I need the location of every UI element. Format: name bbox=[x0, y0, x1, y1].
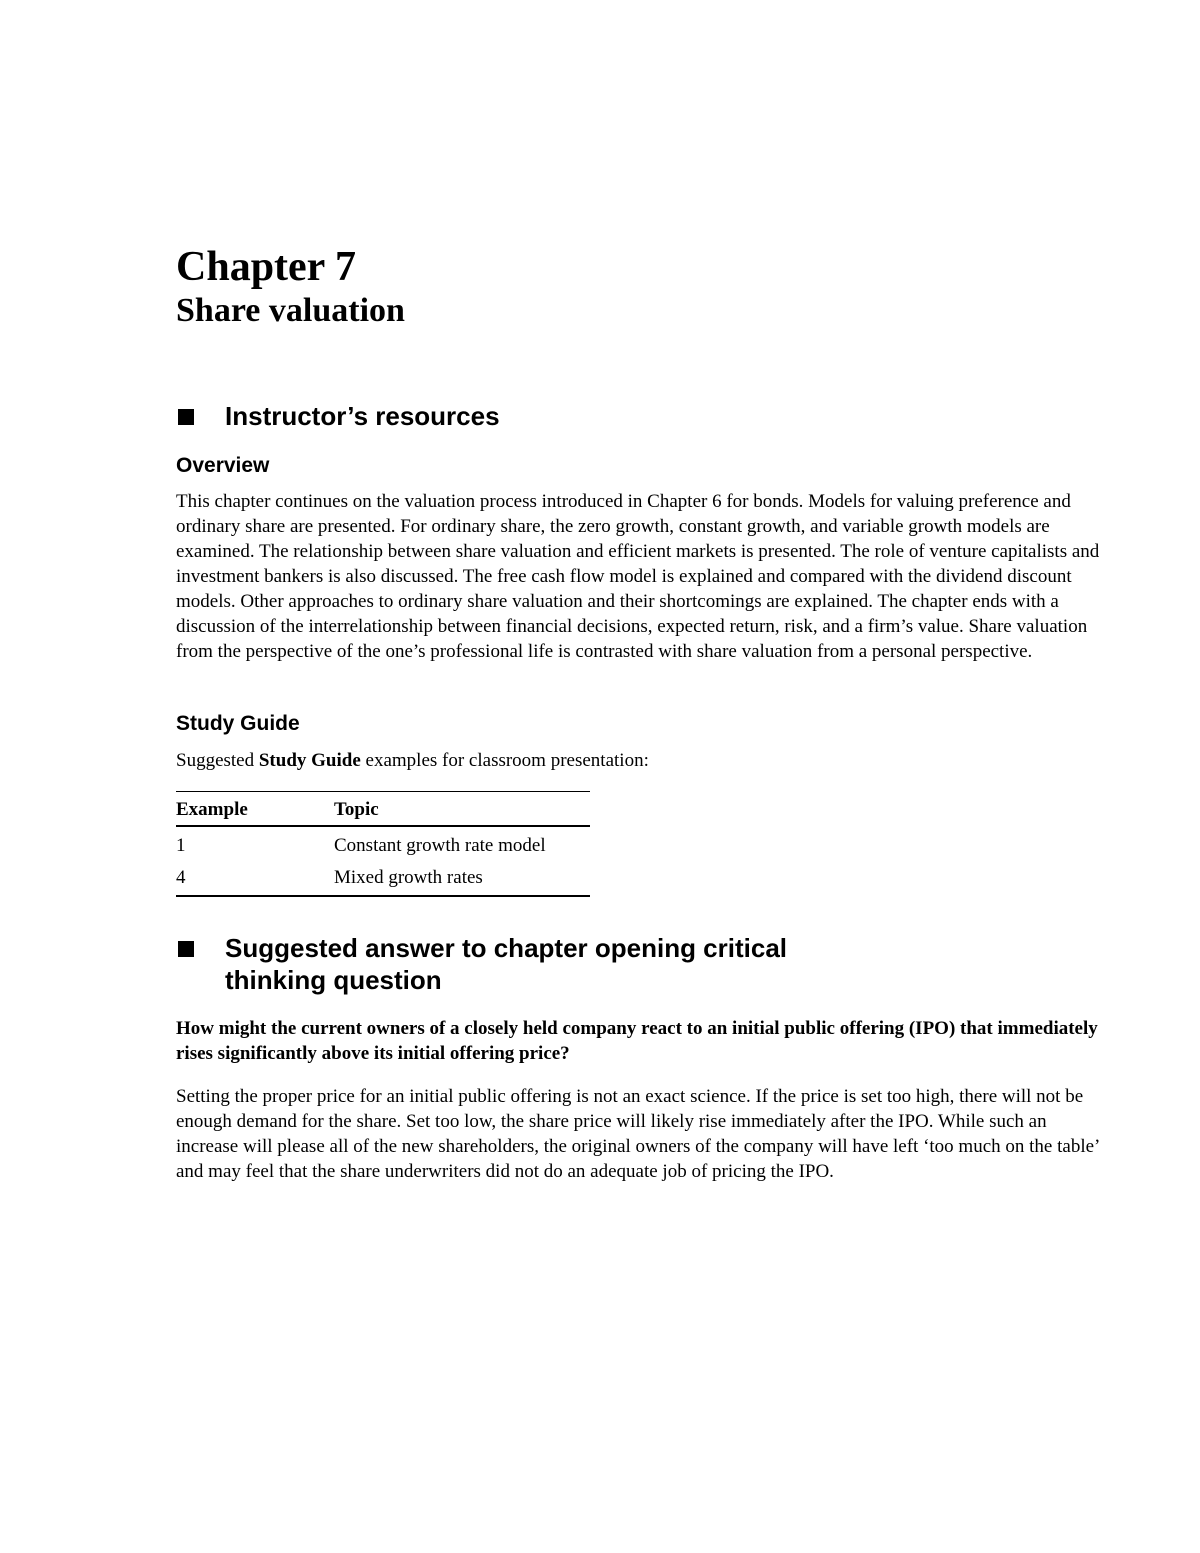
overview-paragraph: This chapter continues on the valuation process introduced in Chapter 6 for bonds. Models for valuing preference and ordinary share are presented. For ordinary share, the zero growth, constant growth, and variable growth models are examined. The relationship between share valuation and efficient markets is presented. The role of venture capitalists and investment bankers is also discussed. The free cash flow model is explained and compared with the dividend discount models. Other approaches to ordinary share valuation and their shortcomings are explained. The chapter ends with a discussion of the interrelationship between financial decisions, expected return, risk, and a firm’s value. Share valuation from the perspective of the one’s professional life is contrasted with share valuation from a personal perspective. bbox=[176, 491, 1100, 662]
table-header-row bbox=[176, 792, 590, 827]
column-header-example: Example bbox=[176, 792, 334, 827]
chapter-number: Chapter 7 bbox=[176, 244, 357, 290]
column-header-topic: Topic bbox=[334, 792, 590, 827]
table-row bbox=[176, 826, 590, 859]
critical-thinking-question: How might the current owners of a closely held company react to an initial public offering (IPO) that immediately rises significantly above its initial offering price? bbox=[176, 1018, 1098, 1064]
study-guide-intro-after: examples for classroom presentation: bbox=[360, 750, 649, 771]
table-cell-example: 4 bbox=[176, 867, 186, 888]
study-guide-table bbox=[176, 791, 590, 897]
table-row bbox=[176, 859, 590, 896]
study-guide-intro-before: Suggested bbox=[176, 750, 259, 771]
table-cell-example: 1 bbox=[176, 835, 186, 856]
square-bullet-icon bbox=[178, 941, 194, 957]
section-heading-text: Instructor’s resources bbox=[225, 401, 500, 431]
critical-thinking-answer: Setting the proper price for an initial public offering is not an exact science. If the price is set too high, there will not be enough demand for the share. Set too low, the share price will likely rise immediately after the IPO. While such an increase will please all of the new shareholders, the original owners of the company will have left ‘too much on the table’ and may feel that the share underwriters did not do an adequate job of pricing the IPO. bbox=[176, 1086, 1099, 1182]
table-cell-topic: Mixed growth rates bbox=[334, 867, 483, 888]
chapter-title: Share valuation bbox=[176, 292, 405, 329]
square-bullet-icon bbox=[178, 409, 194, 425]
study-guide-heading: Study Guide bbox=[176, 712, 300, 735]
table-cell-topic: Constant growth rate model bbox=[334, 835, 546, 856]
study-guide-intro bbox=[176, 748, 649, 773]
study-guide-intro-bold: Study Guide bbox=[258, 750, 361, 771]
section-heading-instructors-resources bbox=[176, 400, 500, 432]
section-heading-critical-thinking bbox=[176, 932, 856, 996]
overview-heading: Overview bbox=[176, 454, 270, 477]
section-heading-text: Suggested answer to chapter opening critical thinking question bbox=[225, 933, 788, 995]
